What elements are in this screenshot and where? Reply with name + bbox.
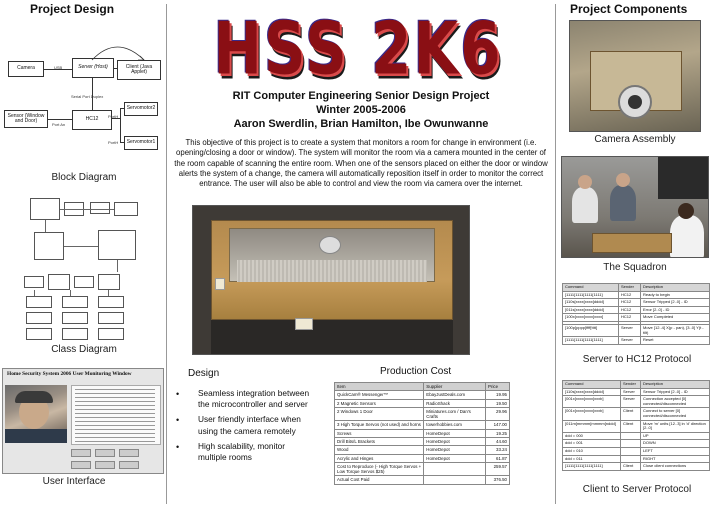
cost-header-item: Item xyxy=(335,383,424,391)
client-protocol-row-cell: Client xyxy=(621,420,641,432)
hc12-protocol-row xyxy=(563,291,710,299)
ui-control-button[interactable] xyxy=(95,461,115,469)
client-protocol-row xyxy=(563,463,710,471)
client-server-caption: Client to Server Protocol xyxy=(582,484,692,495)
hc12-protocol-row-cell: HC12 xyxy=(619,291,641,299)
class-box xyxy=(26,296,52,308)
hc12-protocol-row-cell: Reset xyxy=(641,337,710,345)
client-header-description: Description xyxy=(641,381,710,389)
cost-row-cell: 19.95 xyxy=(486,391,510,399)
hc12-protocol-row-cell: Error [2..0] - ID xyxy=(641,306,710,314)
class-diagram-caption: Class Diagram xyxy=(51,344,117,355)
client-protocol-row-cell: Sensor Tripped [2..0] - ID xyxy=(641,388,710,396)
client-protocol-row-cell: ddd = 011 xyxy=(563,455,621,463)
client-header-sender: Sender xyxy=(621,381,641,389)
hc12-protocol-row xyxy=(563,299,710,307)
client-protocol-row-cell xyxy=(621,455,641,463)
client-protocol-row-cell: Connect to server [0] connected/disconnected xyxy=(641,408,710,420)
class-box xyxy=(62,328,88,340)
cost-row-cell: 259.57 xyxy=(486,462,510,476)
client-protocol-row-cell: [1111[1111[1111[1111] xyxy=(563,463,621,471)
hc12-protocol-row-cell: [110s[xxxx[xxxx[dddd] xyxy=(563,299,619,307)
client-protocol-row-cell: Client xyxy=(621,463,641,471)
class-box xyxy=(24,276,44,288)
ui-control-button[interactable] xyxy=(71,449,91,457)
client-protocol-row xyxy=(563,440,710,448)
cost-row-cell: HomeDepot xyxy=(424,429,486,437)
client-protocol-row-cell xyxy=(621,447,641,455)
ui-control-button[interactable] xyxy=(71,461,91,469)
cost-row-cell: 376.50 xyxy=(486,476,510,484)
project-components-heading: Project Components xyxy=(570,2,688,16)
hss-logo: HSS 2K6 xyxy=(213,6,503,91)
sensor-box: Sensor (Window and Door) xyxy=(4,110,48,128)
cost-row-cell: Actual Cost Paid xyxy=(335,476,424,484)
client-protocol-row-cell: Move 'm' units [12..3] in 'd' direction [2..0] xyxy=(641,420,710,432)
hc12-protocol-row-cell: Server xyxy=(619,324,641,336)
client-protocol-row-cell: ddd = 010 xyxy=(563,447,621,455)
ui-control-button[interactable] xyxy=(119,461,139,469)
client-protocol-row xyxy=(563,420,710,432)
client-header-command: Command xyxy=(563,381,621,389)
client-protocol-row-cell: ddd = 000 xyxy=(563,432,621,440)
client-protocol-row-cell: RIGHT xyxy=(641,455,710,463)
class-box xyxy=(98,312,124,324)
design-bullet: • User friendly interface when using the camera remotely xyxy=(174,414,314,436)
title-line-1: RIT Computer Engineering Senior Design Project xyxy=(232,90,490,102)
cost-row-cell: QuickCam® Messenger™ xyxy=(335,391,424,399)
user-interface-caption: User Interface xyxy=(42,476,106,487)
hc12-box: HC12 xyxy=(72,110,112,130)
hc12-protocol-row-cell: HC12 xyxy=(619,306,641,314)
cost-row-cell: 2 Windows 1 Door xyxy=(335,407,424,421)
class-box xyxy=(90,202,110,214)
class-box xyxy=(62,296,88,308)
camera-assembly-photo xyxy=(569,20,701,132)
class-box xyxy=(26,328,52,340)
block-diagram-caption: Block Diagram xyxy=(51,172,117,183)
hc12-protocol-row-cell: HC12 xyxy=(619,299,641,307)
client-protocol-row xyxy=(563,388,710,396)
hc12-protocol-row xyxy=(563,314,710,322)
servomotor2-box: Servomotor2 xyxy=(124,102,158,116)
usb-label: USB xyxy=(54,65,63,70)
design-bullets xyxy=(174,388,314,467)
cost-row-cell: 61.87 xyxy=(486,454,510,462)
cost-row-cell: RadioShack xyxy=(424,399,486,407)
client-protocol-row-cell: [001x[xxxx[xxxx[xxxb] xyxy=(563,408,621,420)
project-design-heading: Project Design xyxy=(30,2,115,16)
hc12-header-description: Description xyxy=(641,284,710,292)
cost-row-cell: Wood xyxy=(335,446,424,454)
cost-row-cell: Cost to Reproduce (- High Torque Servos + Low Torque Servos $25) xyxy=(335,462,424,476)
ui-log-panel xyxy=(71,385,161,445)
client-protocol-row xyxy=(563,396,710,408)
camera-box: Camera xyxy=(8,61,44,77)
class-box xyxy=(62,312,88,324)
user-interface-screenshot xyxy=(2,368,164,474)
cost-row-cell: towerhobbies.com xyxy=(424,421,486,429)
cost-row-cell: 19.25 xyxy=(486,429,510,437)
serial-label: Serial Port Duplex xyxy=(71,94,104,99)
client-protocol-row xyxy=(563,432,710,440)
hc12-protocol-row-cell: [1111[1111[1111[1111] xyxy=(563,291,619,299)
cost-row-cell xyxy=(424,476,486,484)
client-protocol-row-cell: DOWN xyxy=(641,440,710,448)
client-protocol-row-cell: [110s[xxxx[xxxx[dddd] xyxy=(563,388,621,396)
squadron-caption: The Squadron xyxy=(603,262,667,273)
client-protocol-row xyxy=(563,408,710,420)
cost-row-cell: Drill Bits/L Brackets xyxy=(335,437,424,445)
objective-text: This objective of this project is to create a system that monitors a room for change in environment (i.e. opening/closing a door or window). The system will monitor the room via a camera mounted in the center of the room capable of scanning the entire room. When one of the sensors placed on either the door or window alerts the system of a change, the camera will automatically reposition itself in order to monitor the correct entrance. The user will also be able to control and view the room via camera over the internet. xyxy=(174,138,548,189)
hc12-protocol-row-cell: [100p[pppp[ffff[tttt] xyxy=(563,324,619,336)
connection-arc xyxy=(72,40,162,62)
cost-header-price: Price xyxy=(486,383,510,391)
production-cost-heading: Production Cost xyxy=(380,366,452,377)
cost-row xyxy=(335,421,510,429)
production-cost-table xyxy=(334,382,510,485)
hc12-protocol-row-cell: HC12 xyxy=(619,314,641,322)
class-diagram xyxy=(24,196,146,342)
design-heading: Design xyxy=(188,368,220,379)
divider-right xyxy=(555,4,556,504)
client-protocol-row-cell: Server xyxy=(621,396,641,408)
server-hc12-caption: Server to HC12 Protocol xyxy=(582,354,692,365)
cost-row-cell: 147.00 xyxy=(486,421,510,429)
cost-row xyxy=(335,462,510,476)
divider-left xyxy=(166,4,167,504)
cost-row-cell: HomeDepot xyxy=(424,446,486,454)
cost-row xyxy=(335,399,510,407)
cost-row xyxy=(335,407,510,421)
hc12-header-sender: Sender xyxy=(619,284,641,292)
enclosure-photo xyxy=(192,205,470,355)
hc12-protocol-row xyxy=(563,306,710,314)
client-protocol-row xyxy=(563,447,710,455)
client-protocol-row-cell: Close client connections xyxy=(641,463,710,471)
hc12-protocol-row-cell: Server xyxy=(619,337,641,345)
cost-row xyxy=(335,446,510,454)
hc12-protocol-row xyxy=(563,337,710,345)
class-box xyxy=(26,312,52,324)
class-box xyxy=(34,232,64,260)
class-box xyxy=(98,230,136,260)
class-box xyxy=(30,198,60,220)
client-protocol-row xyxy=(563,455,710,463)
class-box xyxy=(114,202,138,216)
client-protocol-row-cell: Server xyxy=(621,388,641,396)
hc12-protocol-row-cell: [1111[1111[1111[1111] xyxy=(563,337,619,345)
cost-row xyxy=(335,437,510,445)
cost-row xyxy=(335,476,510,484)
class-box xyxy=(48,274,70,290)
cost-header-supplier: Supplier xyxy=(424,383,486,391)
design-bullet: • Seamless integration between the microcontroller and server xyxy=(174,388,314,410)
ui-window-title: Home Security System 2006 User Monitoring Window xyxy=(7,371,132,377)
client-protocol-row-cell: LEFT xyxy=(641,447,710,455)
hc12-protocol-row-cell: Sensor Tripped [2..0] - ID xyxy=(641,299,710,307)
cost-row-cell: 33.24 xyxy=(486,446,510,454)
class-box xyxy=(98,328,124,340)
hc12-header-command: Command xyxy=(563,284,619,292)
porth-label-2: PortH xyxy=(108,140,119,145)
cost-row-cell: 19.50 xyxy=(486,399,510,407)
cost-row xyxy=(335,391,510,399)
cost-row-cell: 3 High Torque Servos (not used) and horns xyxy=(335,421,424,429)
servomotor1-box: Servomotor1 xyxy=(124,136,158,150)
client-box: Client (Java Applet) xyxy=(117,60,161,80)
authors: Aaron Swerdlin, Brian Hamilton, Ibe Owunwanne xyxy=(233,118,489,130)
hc12-protocol-row-cell: [100x[xxxx[xxxx[xxxx] xyxy=(563,314,619,322)
cost-row-cell: Screws xyxy=(335,429,424,437)
client-protocol-row-cell: Client xyxy=(621,408,641,420)
ui-control-button[interactable] xyxy=(95,449,115,457)
server-box: Server (Host) xyxy=(72,58,114,78)
client-server-protocol-table xyxy=(562,380,710,471)
ui-control-button[interactable] xyxy=(119,449,139,457)
hc12-protocol-row-cell: Move [12..4] X(p - pan), [3..0] Y(t - tilt) xyxy=(641,324,710,336)
cost-row-cell: EbayJustDeals.com xyxy=(424,391,486,399)
hc12-protocol-row xyxy=(563,324,710,336)
client-protocol-row-cell: Connection accepted [0] connected/disconnected xyxy=(641,396,710,408)
client-protocol-row-cell xyxy=(621,432,641,440)
cost-row-cell: HomeDepot xyxy=(424,437,486,445)
client-protocol-row-cell: [011m[mmmm[mmmm[nddd] xyxy=(563,420,621,432)
cost-row-cell: Miniatures.com / Dan's Crafts xyxy=(424,407,486,421)
hc12-protocol-row-cell: Ready to begin xyxy=(641,291,710,299)
class-box xyxy=(98,274,120,290)
client-protocol-row-cell: [001x[xxxx[xxxx[xxxb] xyxy=(563,396,621,408)
hc12-protocol-row-cell: Move Completed xyxy=(641,314,710,322)
port-an-label: Port An xyxy=(52,122,66,127)
cost-row xyxy=(335,429,510,437)
porth-label-1: PortH xyxy=(108,114,119,119)
class-box xyxy=(98,296,124,308)
cost-row xyxy=(335,454,510,462)
hc12-protocol-row-cell: [011s[xxxx[xxxx[dddd] xyxy=(563,306,619,314)
block-diagram xyxy=(4,18,164,170)
cost-row-cell: 2 Magnetic Sensors xyxy=(335,399,424,407)
squadron-photo xyxy=(561,156,709,258)
cost-row-cell: Acrylic and Hinges xyxy=(335,454,424,462)
client-protocol-row-cell: UP xyxy=(641,432,710,440)
client-protocol-row-cell xyxy=(621,440,641,448)
class-box xyxy=(74,276,94,288)
server-hc12-protocol-table xyxy=(562,283,710,345)
cost-row-cell: 44.60 xyxy=(486,437,510,445)
webcam-image xyxy=(5,385,67,443)
camera-assembly-caption: Camera Assembly xyxy=(594,134,676,145)
cost-row-cell: 29.96 xyxy=(486,407,510,421)
title-line-2: Winter 2005-2006 xyxy=(316,104,406,116)
cost-row-cell xyxy=(424,462,486,476)
design-bullet: • High scalability, monitor multiple rooms xyxy=(174,441,314,463)
cost-row-cell: HomeDepot xyxy=(424,454,486,462)
client-protocol-row-cell: ddd = 001 xyxy=(563,440,621,448)
